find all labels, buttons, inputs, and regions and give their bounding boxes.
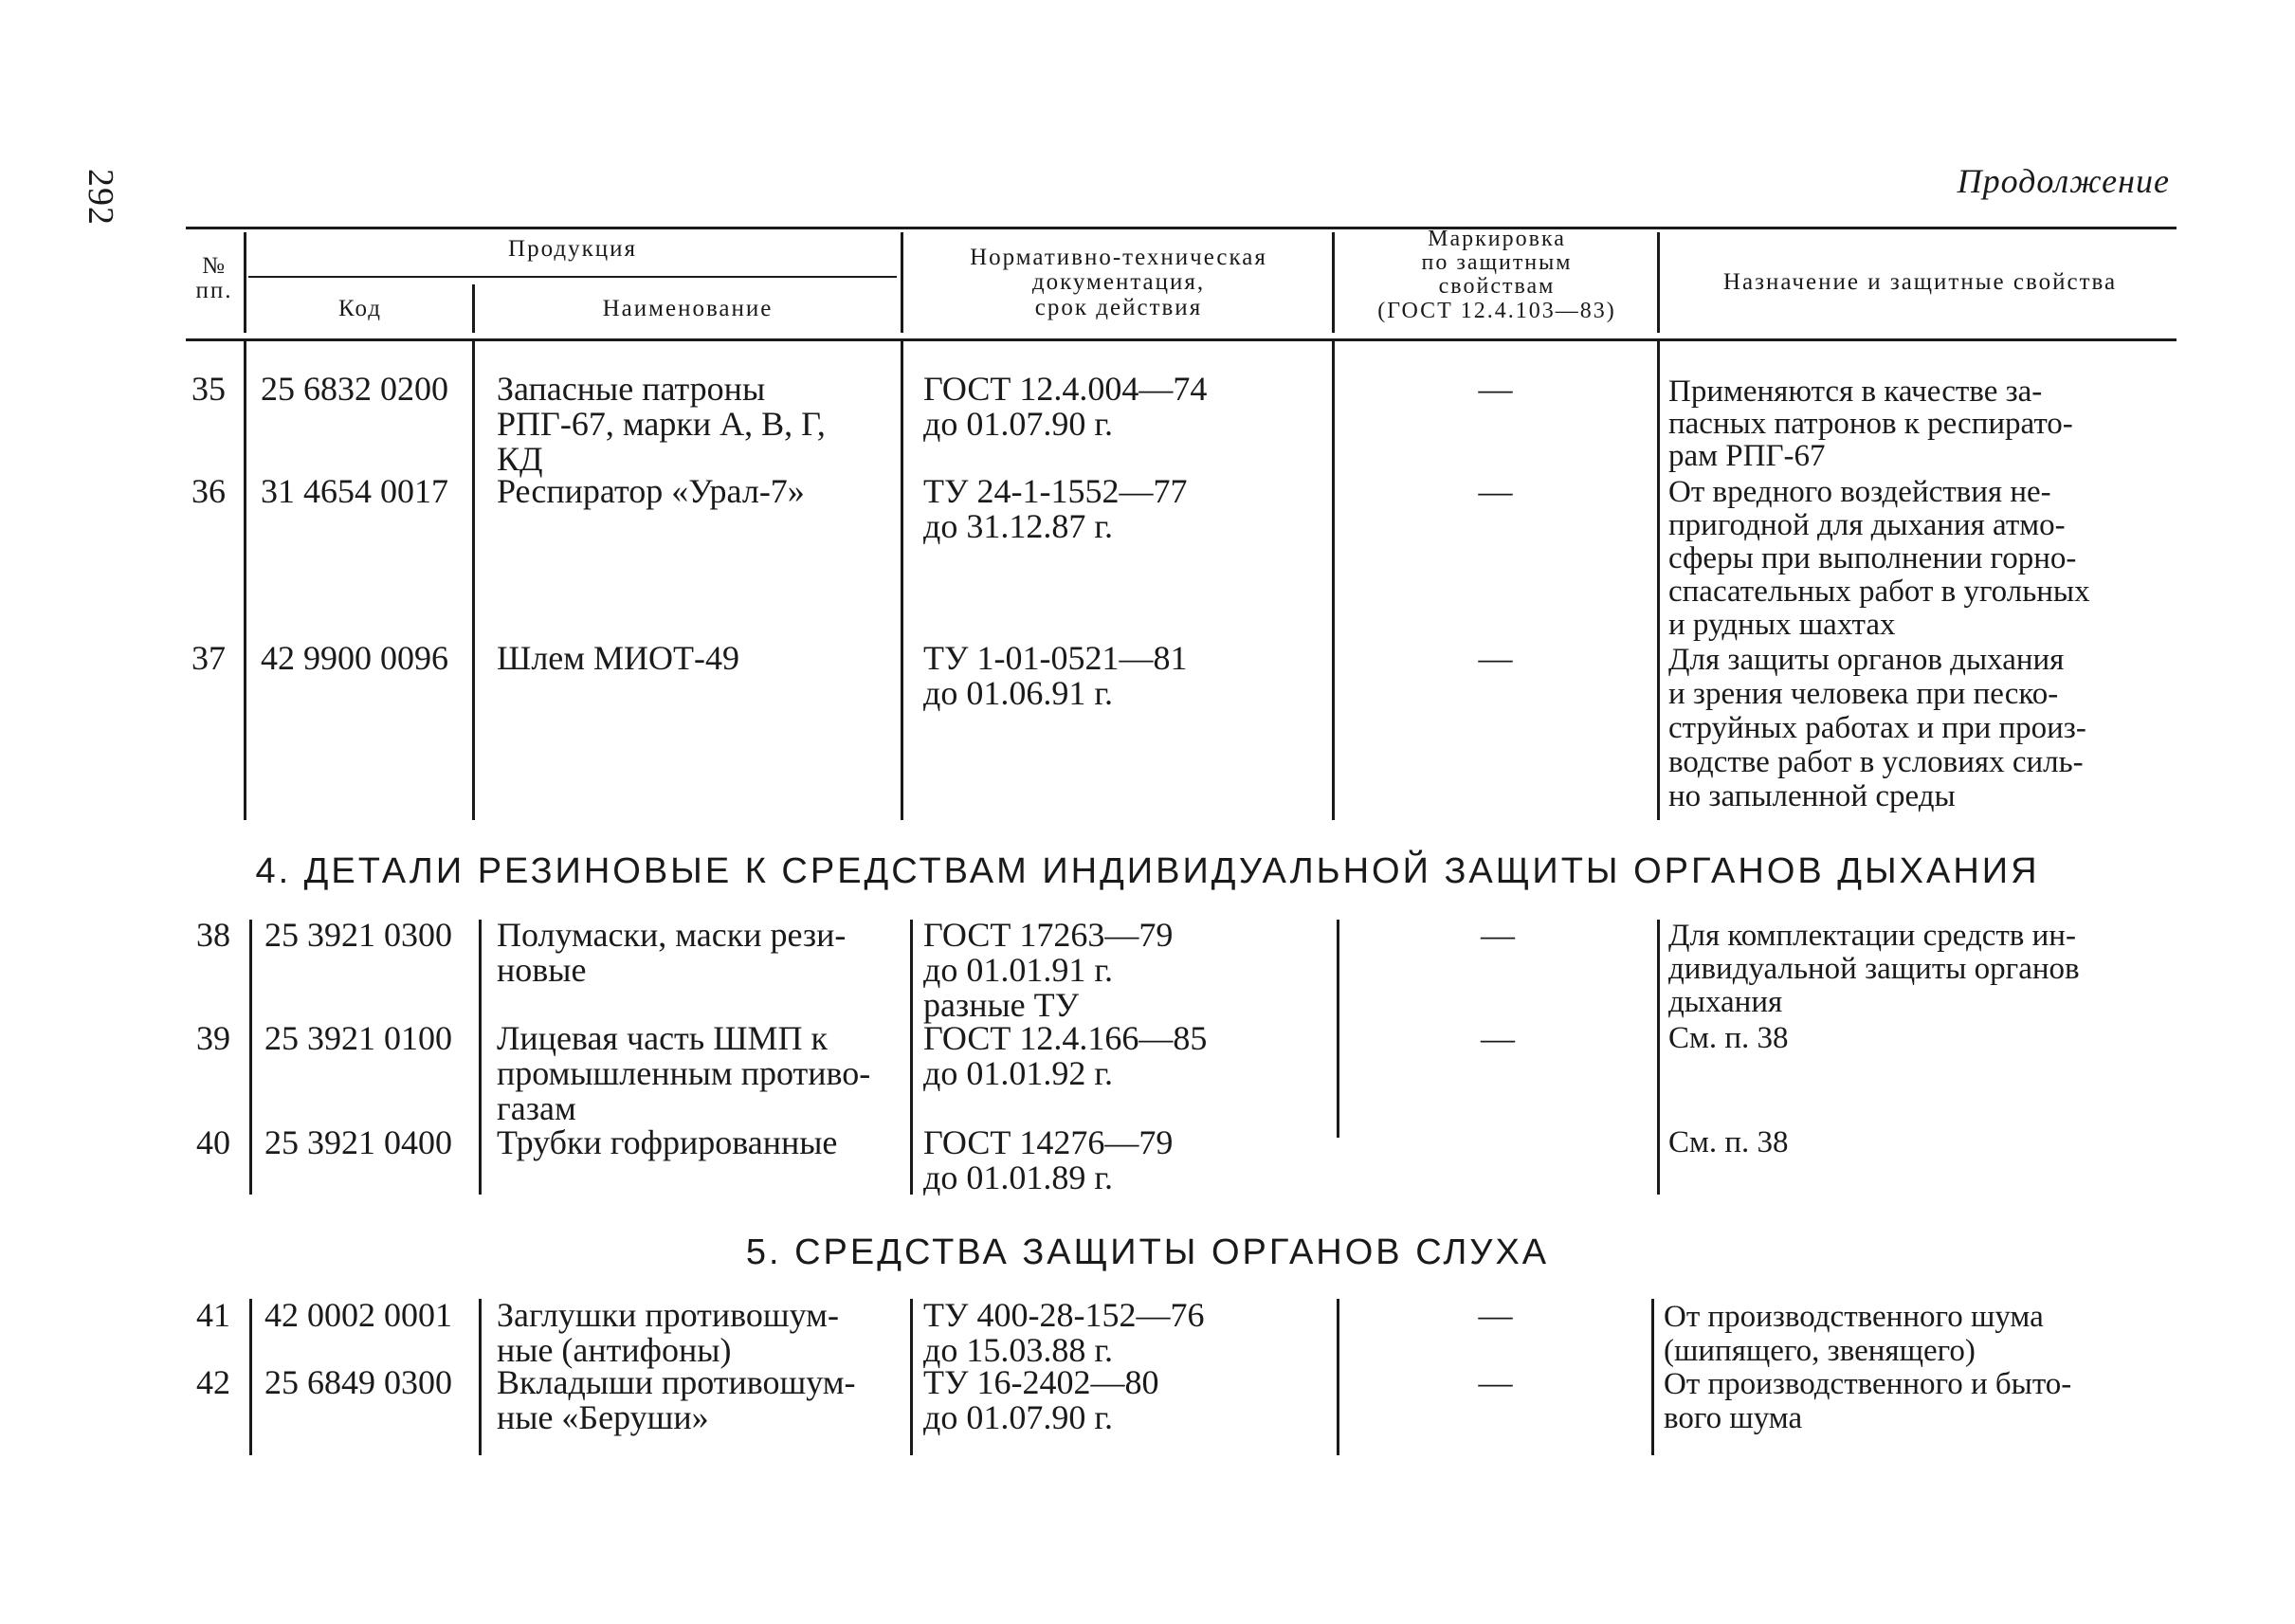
- column-divider: [249, 920, 252, 1195]
- row-purpose: См. п. 38: [1668, 1125, 1789, 1159]
- header-purpose: Назначение и защитные свойства: [1722, 269, 2118, 295]
- column-divider: [1657, 341, 1660, 820]
- row-doc: ТУ 24-1-1552—77 до 31.12.87 г.: [923, 472, 1188, 545]
- row-doc: ГОСТ 12.4.004—74 до 01.07.90 г.: [923, 370, 1208, 443]
- header-bottom-rule: [186, 338, 2177, 341]
- row-num: 37: [191, 639, 226, 677]
- row-marking: —: [1481, 1019, 1515, 1057]
- row-num: 35: [191, 370, 226, 408]
- column-divider: [244, 341, 246, 820]
- column-divider: [1332, 341, 1335, 820]
- row-purpose: От производственного и быто- вого шума: [1664, 1367, 2072, 1435]
- row-purpose: От вредного воздействия не- пригодной для дыхания атмо- сферы при выполнении горно- спасательных работ в угольных и рудных шахтах: [1668, 475, 2090, 642]
- row-num: 36: [191, 472, 226, 510]
- row-code: 31 4654 0017: [261, 472, 448, 510]
- row-doc: ТУ 1-01-0521—81 до 01.06.91 г.: [923, 639, 1188, 712]
- header-code: Код: [338, 296, 382, 321]
- row-purpose: Для комплектации средств ин- дивидуальной защиты органов дыхания: [1668, 919, 2080, 1019]
- header-doc: Нормативно-техническая документация, срок действия: [970, 245, 1267, 320]
- row-marking: —: [1478, 1363, 1513, 1401]
- row-doc: ГОСТ 14276—79 до 01.01.89 г.: [923, 1123, 1174, 1196]
- row-name: Лицевая часть ШМП к промышленным противо- газам: [497, 1019, 871, 1127]
- section-title: 4. ДЕТАЛИ РЕЗИНОВЫЕ К СРЕДСТВАМ ИНДИВИДУАЛЬНОЙ ЗАЩИТЫ ОРГАНОВ ДЫХАНИЯ: [255, 851, 2040, 891]
- row-marking: —: [1481, 916, 1515, 954]
- row-code: 25 3921 0400: [264, 1123, 452, 1161]
- header-num: № пп.: [195, 253, 233, 304]
- column-divider: [472, 341, 475, 820]
- header-divider: [1657, 232, 1660, 333]
- row-code: 25 6832 0200: [261, 370, 448, 408]
- row-doc: ТУ 16-2402—80 до 01.07.90 г.: [923, 1363, 1159, 1436]
- row-name: Респиратор «Урал-7»: [497, 472, 805, 510]
- row-doc: ТУ 400-28-152—76 до 15.03.88 г.: [923, 1296, 1205, 1369]
- column-divider: [910, 920, 913, 1195]
- row-code: 25 3921 0300: [264, 916, 452, 954]
- column-divider: [479, 920, 482, 1195]
- column-divider: [901, 341, 903, 820]
- row-doc: ГОСТ 17263—79 до 01.01.91 г. разные ТУ: [923, 916, 1174, 1024]
- row-doc: ГОСТ 12.4.166—85 до 01.01.92 г.: [923, 1019, 1208, 1092]
- header-product: Продукция: [508, 236, 637, 262]
- row-code: 25 3921 0100: [264, 1019, 452, 1057]
- row-marking: —: [1478, 472, 1513, 510]
- row-name: Вкладыши противошум- ные «Беруши»: [497, 1363, 856, 1436]
- header-top-rule: [186, 227, 2177, 229]
- page-number: 292: [81, 169, 120, 226]
- header-divider: [472, 284, 475, 333]
- header-divider: [1332, 232, 1335, 333]
- product-subheader-rule: [248, 276, 897, 278]
- section-title: 5. СРЕДСТВА ЗАЩИТЫ ОРГАНОВ СЛУХА: [745, 1232, 1550, 1272]
- column-divider: [1657, 920, 1660, 1195]
- row-marking: —: [1478, 1296, 1513, 1334]
- row-code: 42 9900 0096: [261, 639, 448, 677]
- row-name: Шлем МИОТ-49: [497, 639, 740, 677]
- row-marking: —: [1478, 370, 1513, 408]
- column-divider: [910, 1299, 913, 1455]
- row-num: 40: [196, 1123, 230, 1161]
- continuation-label: Продолжение: [1957, 162, 2170, 200]
- row-num: 38: [196, 916, 230, 954]
- row-purpose: Для защиты органов дыхания и зрения человека при песко- струйных работах и при произ- водстве работ в условиях силь- но запыленной среды: [1668, 643, 2086, 813]
- row-code: 25 6849 0300: [264, 1363, 452, 1401]
- row-name: Полумаски, маски рези- новые: [497, 916, 847, 989]
- column-divider: [479, 1299, 482, 1455]
- row-purpose: Применяются в качестве за- пасных патронов к респирато- рам РПГ-67: [1668, 374, 2073, 473]
- row-num: 42: [196, 1363, 230, 1401]
- header-marking: Маркировка по защитным свойствам (ГОСТ 12.4.103—83): [1377, 227, 1616, 323]
- header-divider: [901, 232, 903, 333]
- row-num: 39: [196, 1019, 230, 1057]
- row-name: Заглушки противошум- ные (антифоны): [497, 1296, 839, 1369]
- row-purpose: См. п. 38: [1668, 1021, 1789, 1055]
- row-code: 42 0002 0001: [264, 1296, 452, 1334]
- row-marking: —: [1478, 639, 1513, 677]
- row-purpose: От производственного шума (шипящего, звенящего): [1664, 1300, 2044, 1368]
- row-name: Трубки гофрированные: [497, 1123, 838, 1161]
- column-divider: [249, 1299, 252, 1455]
- row-num: 41: [196, 1296, 230, 1334]
- header-divider: [244, 232, 246, 333]
- row-name: Запасные патроны РПГ-67, марки А, В, Г, КД: [497, 370, 826, 478]
- header-name: Наименование: [602, 296, 774, 321]
